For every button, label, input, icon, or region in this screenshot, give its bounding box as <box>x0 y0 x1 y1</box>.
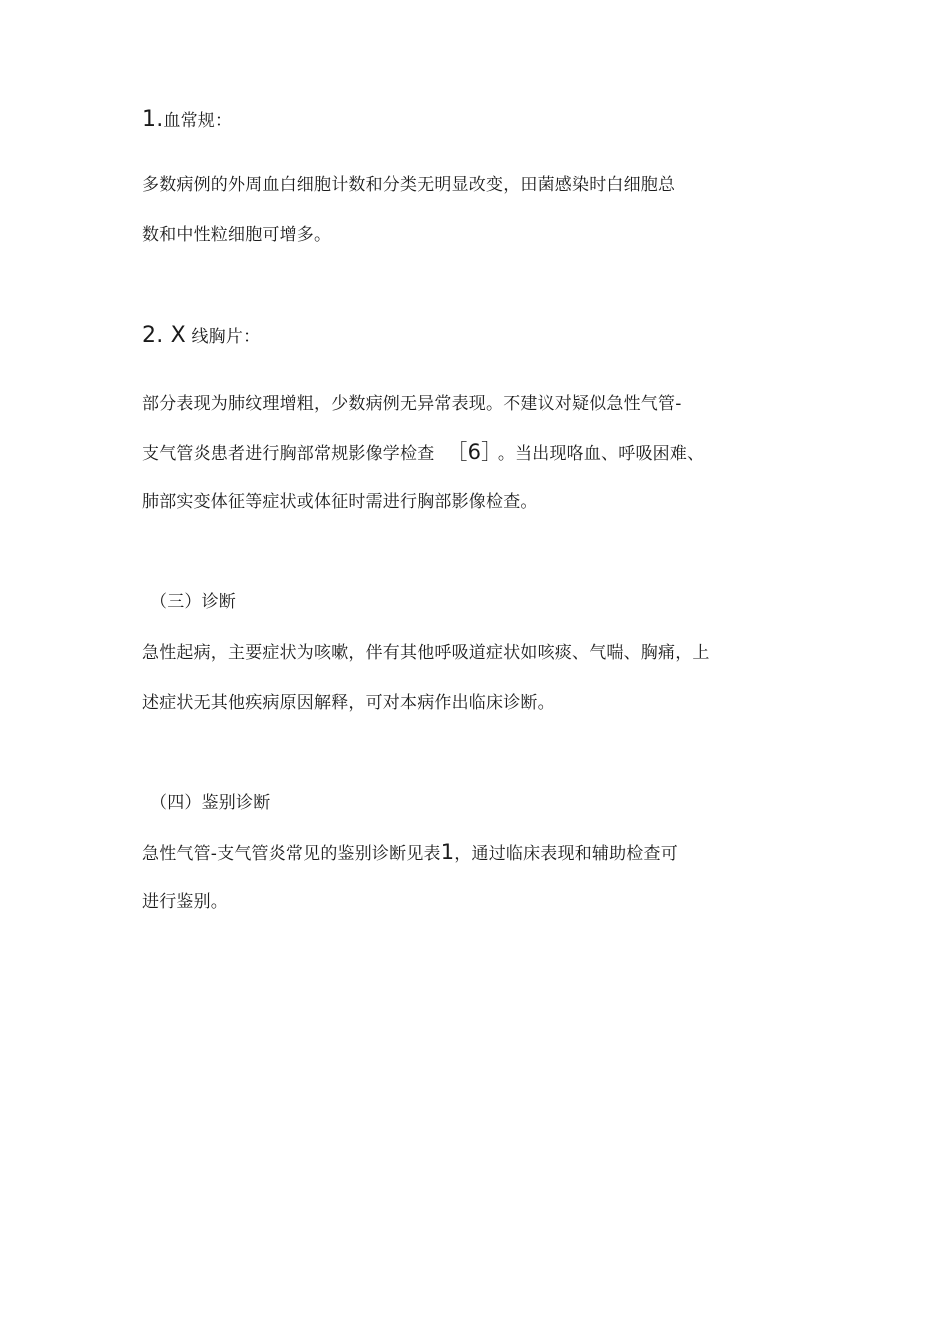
paragraph-line-with-table-reference <box>142 840 678 866</box>
paragraph-line-with-reference <box>142 440 704 466</box>
paragraph-text: ，通过临床表现和辅助检查可 <box>454 844 678 864</box>
section-title: 血常规： <box>163 111 233 131</box>
section-title: 线胸片： <box>191 327 261 347</box>
section-heading-diagnosis: （三）诊断 <box>150 592 236 612</box>
paragraph-line: 部分表现为肺纹理增粗，少数病例无异常表现。不建议对疑似急性气管- <box>142 394 682 414</box>
paragraph-text: 支气管炎患者进行胸部常规影像学检查 <box>142 444 435 464</box>
table-reference: 1 <box>440 840 455 864</box>
paragraph-line: 急性起病，主要症状为咳嗽，伴有其他呼吸道症状如咳痰、气喘、胸痛，上 <box>142 643 710 663</box>
section-heading-blood-routine <box>142 108 232 133</box>
section-heading-chest-xray <box>142 324 260 349</box>
paragraph-text: 。当出现咯血、呼吸困难、 <box>497 444 705 464</box>
paragraph-text: 急性气管-支气管炎常见的鉴别诊断见表 <box>142 844 441 864</box>
section-heading-differential-diagnosis: （四）鉴别诊断 <box>150 793 271 813</box>
paragraph-line: 述症状无其他疾病原因解释，可对本病作出临床诊断。 <box>142 693 555 713</box>
paragraph-line: 多数病例的外周血白细胞计数和分类无明显改变，田菌感染时白细胞总 <box>142 175 676 195</box>
citation-reference: ［6］ <box>446 440 492 464</box>
paragraph-line: 进行鉴别。 <box>142 892 228 912</box>
section-number: 1. <box>142 107 164 132</box>
section-number: 2. X <box>142 323 186 348</box>
paragraph-line: 数和中性粒细胞可增多。 <box>142 225 332 245</box>
paragraph-line: 肺部实变体征等症状或体征时需进行胸部影像检查。 <box>142 492 538 512</box>
